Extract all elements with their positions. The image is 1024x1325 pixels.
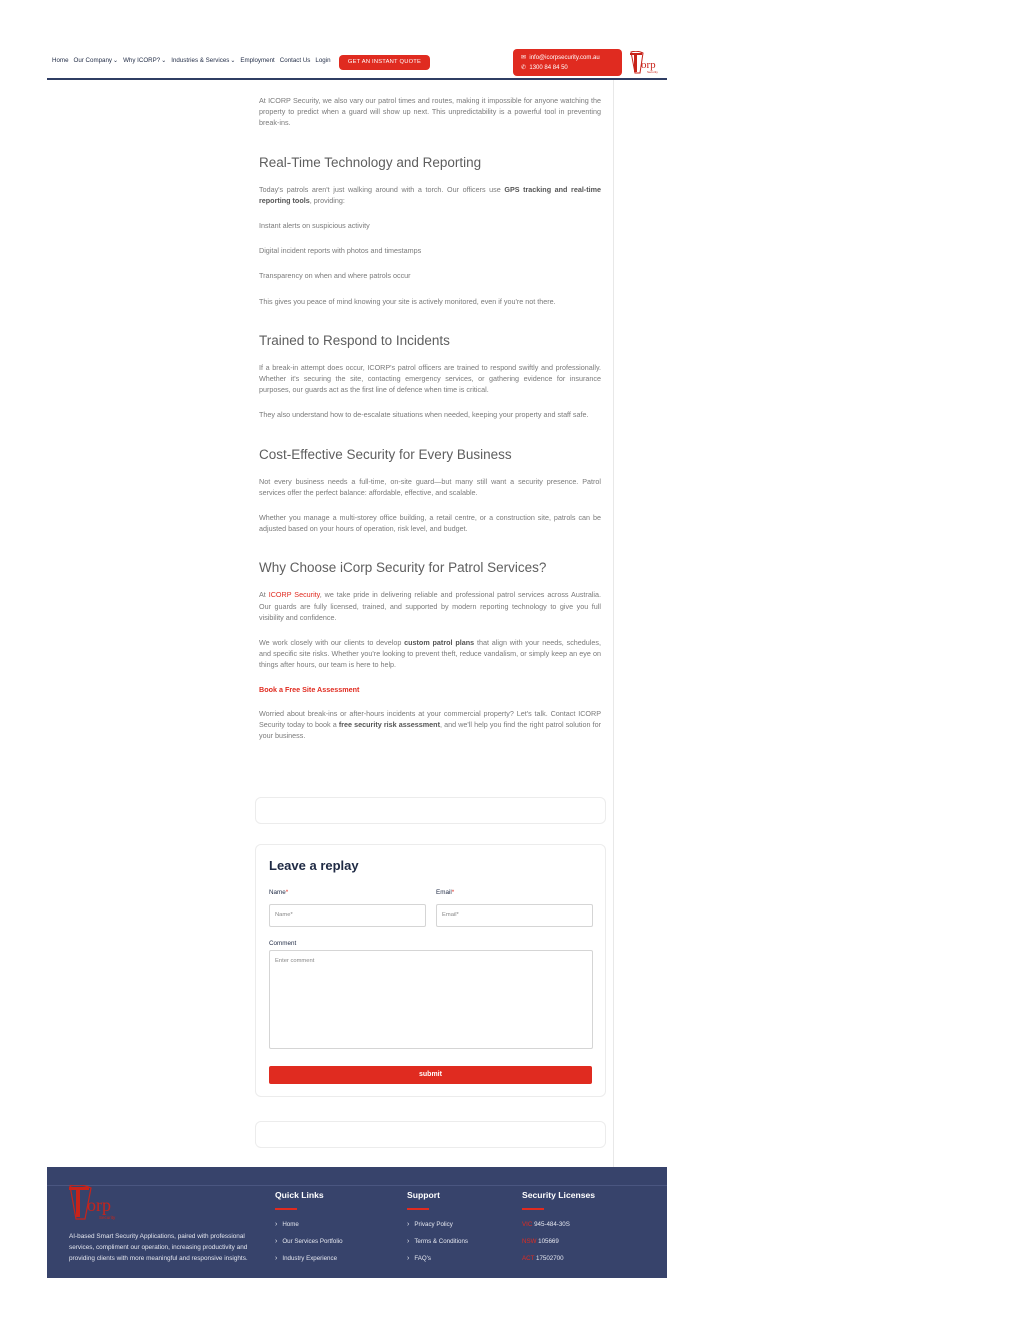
reply-form-title: Leave a replay [269, 858, 359, 873]
chevron-right-icon: › [275, 1238, 278, 1245]
svg-text:orp: orp [87, 1195, 111, 1215]
footer-quick-links [275, 1190, 343, 1272]
chevron-right-icon: › [407, 1238, 410, 1245]
license-state: VIC [522, 1221, 533, 1228]
section-title-why-choose: Why Choose iCorp Security for Patrol Services? [259, 560, 547, 576]
nav-employment[interactable]: Employment [240, 57, 275, 64]
accent-bar [407, 1208, 429, 1210]
email-link[interactable] [521, 53, 614, 63]
name-field[interactable]: Name* [269, 904, 426, 927]
footer-link-faq[interactable] [407, 1255, 468, 1272]
main-nav [52, 57, 331, 64]
why-paragraph-2 [259, 637, 601, 671]
list-item: Transparency on when and where patrols occur [259, 271, 411, 281]
footer-link-label: FAQ's [414, 1255, 431, 1262]
chevron-right-icon: › [275, 1221, 278, 1228]
svg-text:orp: orp [641, 59, 656, 71]
nav-our-company-label: Our Company [73, 57, 113, 64]
reply-form [255, 844, 606, 1097]
text-span: We work closely with our clients to develop [259, 638, 405, 648]
footer-support [407, 1190, 468, 1272]
sidebar-divider [613, 80, 614, 1168]
name-label [269, 889, 288, 896]
footer-description: AI-based Smart Security Applications, paired with professional services, compliment our operation, increasing productivity and providing clients with more meaningful and responsive insights. [69, 1233, 248, 1262]
phone-text: 1300 84 84 50 [529, 65, 568, 71]
nav-contact-us[interactable]: Contact Us [279, 57, 311, 64]
svg-text:Security: Security [647, 70, 658, 74]
nav-our-company[interactable] [74, 57, 119, 64]
chevron-down-icon: ⌄ [230, 58, 236, 64]
text-span: Worried about break-ins or after-hours incidents at your commercial property? Let's talk. Contact ICORP Security today to book a [259, 708, 601, 729]
footer-link-label: Terms & Conditions [414, 1238, 468, 1245]
footer-link-label: Industry Experience [282, 1255, 338, 1262]
list-item: Digital incident reports with photos and timestamps [259, 246, 422, 256]
why-paragraph-3 [259, 708, 601, 742]
email-text: info@icorpsecurity.com.au [529, 55, 600, 61]
comment-label: Comment [269, 940, 297, 947]
chevron-right-icon: › [275, 1255, 278, 1262]
quick-links-title: Quick Links [275, 1190, 324, 1200]
empty-card-bottom [255, 1121, 606, 1148]
footer-link-label: Home [282, 1221, 299, 1228]
bold-span: custom patrol plans [404, 638, 475, 648]
cost-paragraph-2: Whether you manage a multi-storey office building, a retail centre, or a construction site, patrols can be adjusted based on your hours of operation, risk level, and budget. [259, 513, 601, 534]
required-mark: * [285, 889, 289, 896]
licenses-title: Security Licenses [522, 1190, 596, 1200]
chevron-right-icon: › [407, 1255, 410, 1262]
book-assessment-link[interactable]: Book a Free Site Assessment [259, 684, 360, 694]
empty-card-top [255, 797, 606, 824]
site-header [47, 48, 667, 80]
instant-quote-button[interactable]: GET AN INSTANT QUOTE [339, 55, 430, 70]
trained-paragraph-1: If a break-in attempt does occur, ICORP's patrol officers are trained to respond swiftly and professionally. Whether it's securing the site, contacting emergency services, or gathering evidence for insurance purposes, our guards act as the first line of defence when time is critical. [259, 362, 601, 395]
article-body [259, 95, 601, 755]
email-label-text: Email [436, 889, 452, 896]
text-span: Today's patrols aren't just walking around with a torch. Our officers use [259, 184, 505, 194]
footer-link-terms[interactable] [407, 1238, 468, 1255]
email-label [436, 889, 454, 896]
trained-paragraph-2: They also understand how to de-escalate situations when needed, keeping your property and staff safe. [259, 410, 589, 420]
section-title-cost: Cost-Effective Security for Every Business [259, 446, 512, 462]
required-mark: * [451, 889, 455, 896]
contact-box [513, 49, 622, 76]
footer-link-services[interactable] [275, 1238, 343, 1255]
bold-span: free security risk assessment [338, 719, 440, 729]
footer-divider [47, 1185, 667, 1186]
footer-link-label: Privacy Policy [414, 1221, 453, 1228]
icorp-logo[interactable] [629, 51, 665, 75]
name-label-text: Name [269, 889, 286, 896]
nav-home[interactable]: Home [52, 57, 69, 64]
site-footer [47, 1167, 667, 1278]
text-span: that align with your needs, schedules, and specific site risks. Whether you're looking to prevent theft, reduce vandalism, or simply keep an eye on things after hours, our team is here to help. [259, 638, 601, 670]
footer-licenses [522, 1190, 595, 1272]
list-item: Instant alerts on suspicious activity [259, 221, 370, 231]
license-state: ACT [522, 1255, 535, 1262]
accent-bar [522, 1208, 544, 1210]
text-span: , and we'll help you find the right patrol solution for your business. [259, 719, 602, 741]
nav-login[interactable]: Login [315, 57, 331, 64]
bold-span: GPS tracking and real-time reporting tools [259, 184, 601, 205]
intro-paragraph: At ICORP Security, we also vary our patrol times and routes, making it impossible for anyone watching the property to predict when a guard will show up next. This unpredictability is a powerful tool in preventing break-ins. [259, 96, 601, 128]
text-span: , we take pride in delivering reliable and professional patrol services across Australia. Our guards are fully licensed, trained, and supported by modern reporting technology to give you full visibility and confidence. [259, 590, 601, 622]
license-number: 17502700 [536, 1255, 564, 1262]
support-title: Support [407, 1190, 440, 1200]
phone-icon: ✆ [521, 65, 527, 71]
footer-link-home[interactable] [275, 1221, 343, 1238]
icorp-footer-logo[interactable] [67, 1185, 131, 1221]
license-number: 105669 [538, 1238, 559, 1245]
cost-paragraph-1: Not every business needs a full-time, on-site guard—but many still want a security presence. Patrol services offer the perfect balance: affordable, effective, and scalable. [259, 476, 601, 497]
footer-link-label: Our Services Portfolio [282, 1238, 343, 1245]
license-row [522, 1238, 595, 1255]
accent-bar [275, 1208, 297, 1210]
chevron-down-icon: ⌄ [113, 58, 119, 64]
text-span: At [259, 590, 269, 600]
submit-button[interactable]: submit [269, 1066, 592, 1084]
realtime-summary: This gives you peace of mind knowing your site is actively monitored, even if you're not there. [259, 296, 556, 306]
envelope-icon: ✉ [521, 55, 527, 61]
icorp-security-link[interactable]: ICORP Security [268, 590, 320, 600]
phone-link[interactable] [521, 63, 614, 73]
section-title-realtime: Real-Time Technology and Reporting [259, 154, 482, 170]
license-state: NSW [522, 1238, 537, 1245]
nav-industries-services[interactable] [171, 57, 235, 64]
nav-why-icorp[interactable] [123, 57, 166, 64]
license-number: 945-484-30S [534, 1221, 570, 1228]
license-row [522, 1255, 595, 1272]
why-paragraph-1 [259, 589, 601, 623]
chevron-down-icon: ⌄ [161, 58, 167, 64]
footer-link-privacy[interactable] [407, 1221, 468, 1238]
section-title-trained: Trained to Respond to Incidents [259, 332, 450, 348]
chevron-right-icon: › [407, 1221, 410, 1228]
svg-text:Security: Security [99, 1215, 116, 1220]
comment-textarea[interactable]: Enter comment [269, 950, 593, 1049]
email-field[interactable]: Email* [436, 904, 593, 927]
footer-link-industry[interactable] [275, 1255, 343, 1272]
nav-industries-label: Industries & Services [171, 57, 230, 64]
nav-why-icorp-label: Why ICORP? [123, 57, 161, 64]
license-row [522, 1221, 595, 1238]
realtime-paragraph [259, 184, 601, 206]
text-span: , providing: [309, 195, 345, 205]
